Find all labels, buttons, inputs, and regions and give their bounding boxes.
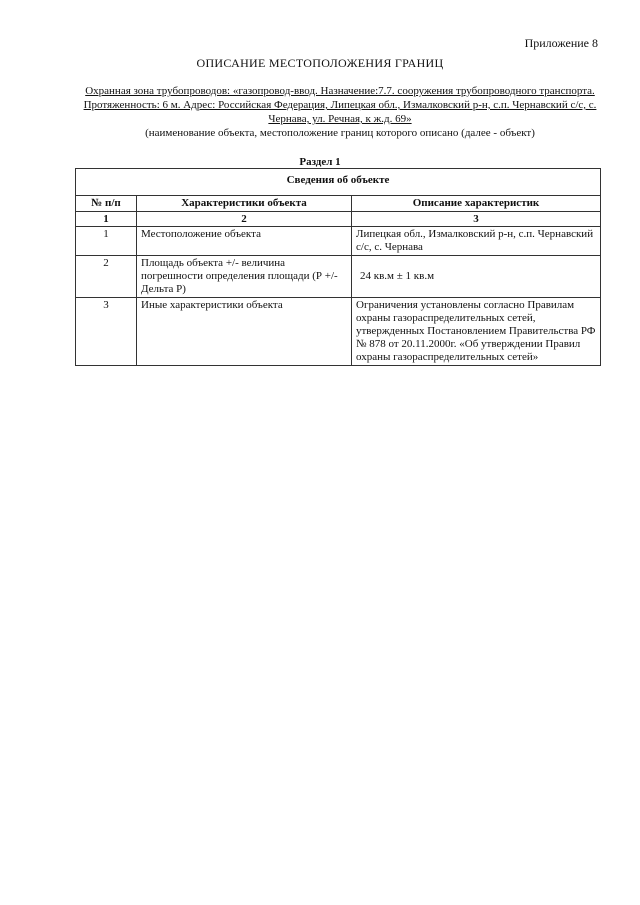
- object-name: Охранная зона трубопроводов: «газопровод-ввод. Назначение:7.7. сооружения трубопроводного транспорта. Протяженность: 6 м. Адрес: Российская Федерация, Липецкая обл., Измалковский р-н, с.п. Чернавский с/с, с. Чернава, ул. Речная, к ж.д. 69»: [83, 85, 597, 125]
- column-number: 1: [76, 212, 137, 227]
- object-info-table: [75, 168, 601, 366]
- object-caption: (наименование объекта, местоположение границ которого описано (далее - объект): [145, 127, 535, 139]
- table-caption: Сведения об объекте: [76, 169, 601, 196]
- appendix-label: Приложение 8: [524, 36, 598, 50]
- column-number: 3: [352, 212, 601, 227]
- table-caption-row: [76, 169, 601, 196]
- row-description: Липецкая обл., Измалковский р-н, с.п. Чернавский с/с, с. Чернава: [352, 227, 601, 256]
- column-header-num: № п/п: [76, 196, 137, 212]
- column-number-row: [76, 212, 601, 227]
- row-description: Ограничения установлены согласно Правилам охраны газораспределительных сетей, утвержденных Постановлением Правительства РФ № 878 от 20.11.2000г. «Об утверждении Правил охраны газораспределительных сетей»: [352, 298, 601, 366]
- row-characteristic: Иные характеристики объекта: [137, 298, 352, 366]
- table-row: [76, 298, 601, 366]
- document-title: ОПИСАНИЕ МЕСТОПОЛОЖЕНИЯ ГРАНИЦ: [196, 56, 444, 70]
- row-num: 2: [76, 256, 137, 298]
- row-characteristic: Площадь объекта +/- величина погрешности определения площади (Р +/- Дельта Р): [137, 256, 352, 298]
- row-characteristic: Местоположение объекта: [137, 227, 352, 256]
- table-row: [76, 256, 601, 298]
- column-header-characteristic: Характеристики объекта: [137, 196, 352, 212]
- section-title: Раздел 1: [299, 156, 341, 168]
- column-number: 2: [137, 212, 352, 227]
- row-num: 1: [76, 227, 137, 256]
- table-header-row: [76, 196, 601, 212]
- row-description: 24 кв.м ± 1 кв.м: [352, 256, 601, 298]
- column-header-description: Описание характеристик: [352, 196, 601, 212]
- table-row: [76, 227, 601, 256]
- row-num: 3: [76, 298, 137, 366]
